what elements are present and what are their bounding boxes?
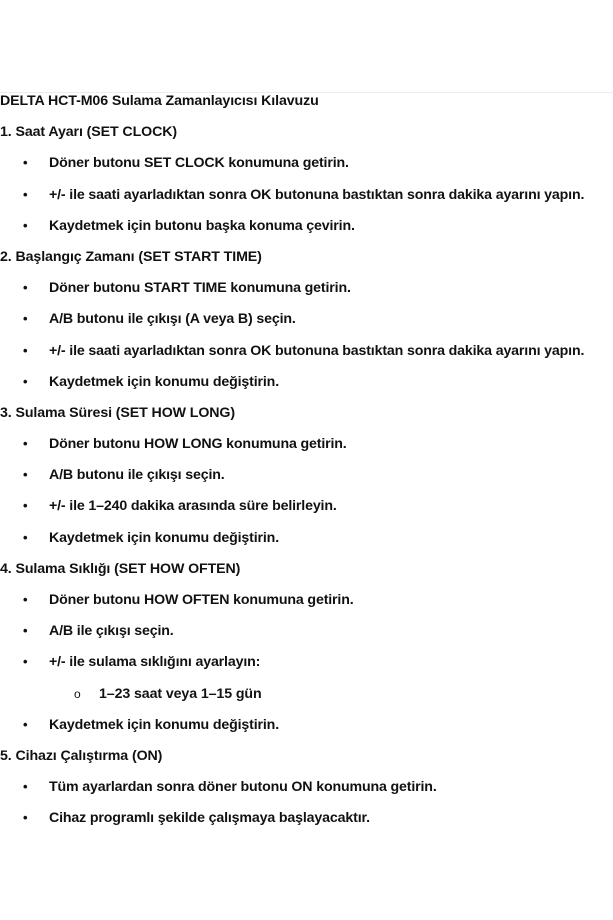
list-item-text: Kaydetmek için konumu değiştirin.: [49, 373, 279, 390]
bullet-icon: •: [23, 779, 28, 795]
bullet-icon: •: [23, 716, 28, 732]
sub-list-item: [0, 683, 613, 714]
bullet-icon: •: [23, 436, 28, 452]
section-heading-start-time: 2. Başlangıç Zamanı (SET START TIME): [0, 248, 262, 265]
list-item: [0, 714, 613, 745]
bullet-icon: •: [23, 373, 28, 389]
list-item: [0, 277, 613, 308]
list-item-text: Kaydetmek için butonu başka konuma çevirin.: [49, 217, 355, 234]
list-item-text: A/B butonu ile çıkışı (A veya B) seçin.: [49, 311, 296, 328]
list-item: [0, 215, 613, 246]
bullet-icon: •: [23, 592, 28, 607]
bullet-icon: •: [23, 342, 28, 358]
list-item: [0, 495, 613, 526]
bullet-icon: •: [23, 186, 28, 202]
list-item: [0, 340, 613, 371]
list-item-text: +/- ile saati ayarladıktan sonra OK butonuna bastıktan sonra dakika ayarını yapın.: [49, 342, 585, 359]
list-item: [0, 464, 613, 495]
list-item-text: +/- ile saati ayarladıktan sonra OK butonuna bastıktan sonra dakika ayarını yapın.: [49, 186, 585, 203]
bullet-icon: •: [23, 280, 28, 296]
section-heading-how-long: 3. Sulama Süresi (SET HOW LONG): [0, 404, 235, 421]
bullet-icon: •: [23, 498, 28, 514]
list-item: [0, 620, 613, 651]
list-item-text: Tüm ayarlardan sonra döner butonu ON konumuna getirin.: [49, 779, 437, 796]
sub-list-item-text: 1–23 saat veya 1–15 gün: [99, 685, 262, 702]
list-item: [0, 776, 613, 807]
bullet-icon: •: [23, 810, 28, 826]
section-heading-on: 5. Cihazı Çalıştırma (ON): [0, 747, 163, 764]
list-item-text: Döner butonu START TIME konumuna getirin.: [49, 280, 351, 297]
list-item: [0, 433, 613, 464]
list-item: [0, 807, 613, 838]
list-item: [0, 152, 613, 183]
document-title: DELTA HCT-M06 Sulama Zamanlayıcısı Kılavuzu: [0, 93, 319, 109]
bullet-icon: •: [23, 529, 28, 545]
circle-bullet-icon: o: [74, 686, 81, 701]
bullet-icon: •: [23, 623, 28, 639]
list-item-text: Döner butonu HOW OFTEN konumuna getirin.: [49, 592, 354, 608]
list-item: [0, 308, 613, 339]
bullet-icon: •: [23, 467, 28, 483]
list-item: [0, 184, 613, 215]
list-item: [0, 527, 613, 558]
bullet-icon: •: [23, 654, 28, 670]
list-item-text: Kaydetmek için konumu değiştirin.: [49, 529, 279, 546]
list-item-text: +/- ile 1–240 dakika arasında süre belirleyin.: [49, 498, 337, 515]
document-body: [0, 90, 613, 839]
list-item-text: A/B ile çıkışı seçin.: [49, 623, 174, 640]
bullet-icon: •: [23, 155, 28, 171]
bullet-icon: •: [23, 311, 28, 327]
list-item: [0, 651, 613, 682]
list-item: [0, 371, 613, 402]
list-item-text: +/- ile sulama sıklığını ayarlayın:: [49, 654, 261, 671]
section-heading-clock: 1. Saat Ayarı (SET CLOCK): [0, 124, 177, 141]
list-item-text: Cihaz programlı şekilde çalışmaya başlayacaktır.: [49, 810, 370, 827]
list-item: [0, 589, 613, 620]
list-item-text: A/B butonu ile çıkışı seçin.: [49, 467, 225, 484]
bullet-icon: •: [23, 217, 28, 233]
list-item-text: Kaydetmek için konumu değiştirin.: [49, 716, 279, 733]
list-item-text: Döner butonu SET CLOCK konumuna getirin.: [49, 155, 349, 172]
section-heading-how-often: 4. Sulama Sıklığı (SET HOW OFTEN): [0, 560, 241, 577]
list-item-text: Döner butonu HOW LONG konumuna getirin.: [49, 436, 347, 453]
